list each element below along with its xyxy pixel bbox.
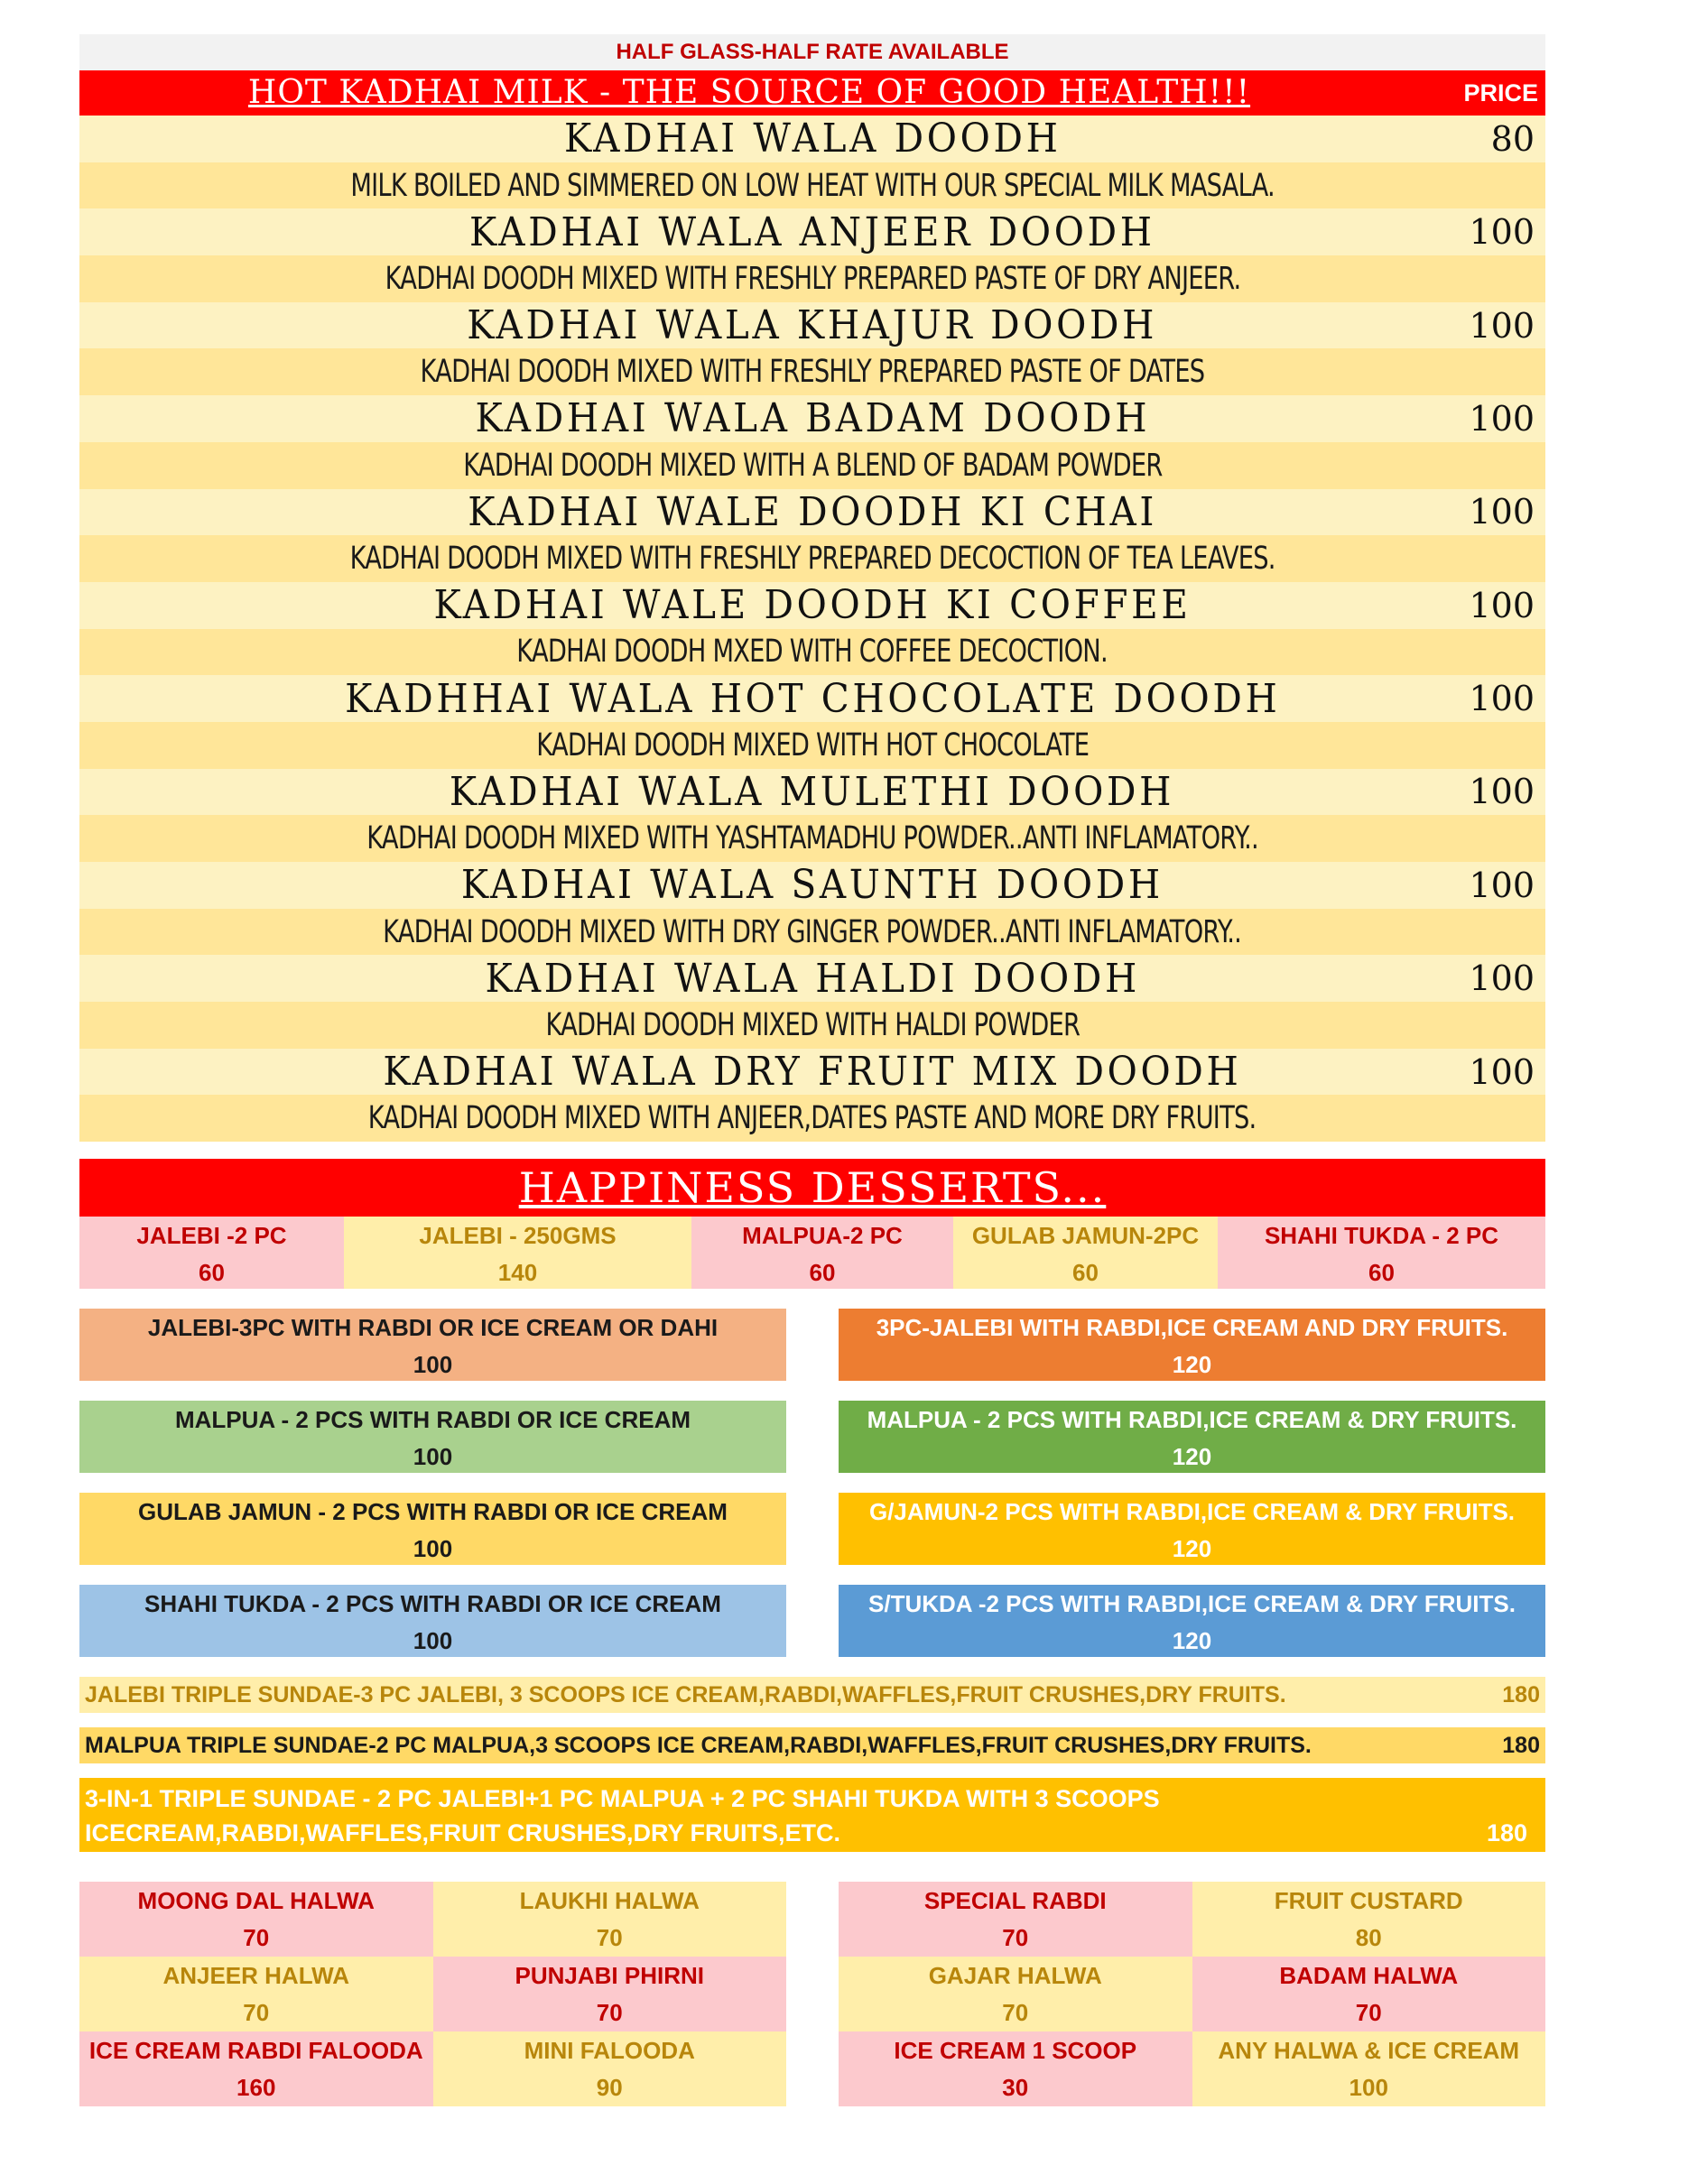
sweet-item (839, 1957, 1192, 2031)
combo-name: GULAB JAMUN - 2 PCS WITH RABDI OR ICE CREAM (138, 1498, 728, 1526)
sweet-name: SPECIAL RABDI (923, 1887, 1107, 1915)
combo-item-left (79, 1309, 786, 1381)
milk-item-price: 100 (1469, 398, 1535, 439)
combo-item-right (839, 1493, 1545, 1565)
sweet-item (839, 2031, 1192, 2106)
combo-name: MALPUA - 2 PCS WITH RABDI,ICE CREAM & DRY FRUITS. (867, 1406, 1517, 1434)
sweet-name: GAJAR HALWA (928, 1962, 1102, 1990)
sweet-price: 100 (1349, 2074, 1388, 2102)
milk-item-name: KADHAI WALA DRY FRUIT MIX DOODH (383, 1049, 1242, 1096)
milk-item-price: 100 (1469, 1051, 1535, 1092)
milk-item-name: KADHHAI WALA HOT CHOCOLATE DOODH (344, 675, 1281, 722)
milk-item-row (79, 582, 1545, 629)
combo-row (79, 1309, 1545, 1381)
milk-item-name: KADHAI WALA KHAJUR DOODH (467, 302, 1158, 349)
sweet-name: MINI FALOODA (524, 2037, 695, 2065)
milk-item-price: 100 (1469, 212, 1535, 253)
combo-name: G/JAMUN-2 PCS WITH RABDI,ICE CREAM & DRY FRUITS. (868, 1498, 1516, 1526)
milk-item-desc-row (79, 348, 1545, 395)
milk-item-desc-row (79, 255, 1545, 302)
sweet-price: 30 (1002, 2074, 1029, 2102)
milk-item-name: KADHAI WALA HALDI DOODH (485, 955, 1140, 1002)
single-dessert-price: 60 (199, 1259, 225, 1287)
single-dessert-name: JALEBI -2 PC (136, 1222, 287, 1250)
combo-name: 3PC-JALEBI WITH RABDI,ICE CREAM AND DRY FRUITS. (876, 1314, 1508, 1342)
milk-item-row (79, 395, 1545, 442)
sweet-item (79, 1957, 433, 2031)
hot-milk-header (79, 70, 1545, 116)
combo-name: JALEBI-3PC WITH RABDI OR ICE CREAM OR DAHI (147, 1314, 719, 1342)
combo-item-left (79, 1585, 786, 1657)
sweet-item (1192, 2031, 1546, 2106)
single-dessert-item (1218, 1217, 1545, 1289)
sweet-item (79, 1882, 433, 1957)
single-dessert-price: 140 (497, 1259, 538, 1287)
menu-page (79, 34, 1545, 2106)
milk-item-price: 100 (1469, 772, 1535, 812)
milk-item-name: KADHAI WALA ANJEER DOODH (469, 208, 1155, 255)
milk-item-description: KADHAI DOODH MIXED WITH FRESHLY PREPARED PASTE OF DATES (420, 354, 1205, 391)
milk-item-name: KADHAI WALE DOODH KI COFFEE (433, 582, 1192, 629)
sweet-price: 70 (243, 1924, 270, 1952)
combo-item-left (79, 1401, 786, 1473)
sweet-name: MOONG DAL HALWA (137, 1887, 375, 1915)
combo-item-left (79, 1493, 786, 1565)
combo-row (79, 1493, 1545, 1565)
milk-item-row (79, 302, 1545, 349)
milk-item-desc-row (79, 815, 1545, 862)
milk-item-name: KADHAI WALA DOODH (563, 116, 1062, 162)
sweet-name: ICE CREAM RABDI FALOODA (88, 2037, 423, 2065)
milk-item-description: KADHAI DOODH MIXED WITH DRY GINGER POWDER..ANTI INFLAMATORY.. (383, 913, 1242, 950)
milk-item-price: 100 (1469, 958, 1535, 999)
milk-item-row (79, 489, 1545, 536)
single-dessert-price: 60 (1368, 1259, 1395, 1287)
sweet-price: 160 (237, 2074, 276, 2102)
sundae-name: JALEBI TRIPLE SUNDAE-3 PC JALEBI, 3 SCOOPS ICE CREAM,RABDI,WAFFLES,FRUIT CRUSHES,DRY FRUITS. (85, 1682, 1286, 1708)
single-dessert-name: GULAB JAMUN-2PC (971, 1222, 1200, 1250)
dessert-combos (79, 1309, 1545, 1657)
sweet-price: 80 (1355, 1924, 1382, 1952)
sweet-price: 70 (1002, 1999, 1029, 2027)
combo-item-right (839, 1309, 1545, 1381)
sweet-item (839, 1882, 1192, 1957)
single-dessert-item (691, 1217, 953, 1289)
milk-item-desc-row (79, 162, 1545, 209)
sweets-left-block (79, 1882, 786, 2106)
sweet-price: 70 (1002, 1924, 1029, 1952)
combo-item-right (839, 1585, 1545, 1657)
single-dessert-name: SHAHI TUKDA - 2 PC (1264, 1222, 1499, 1250)
milk-item-row (79, 1049, 1545, 1096)
sweet-item (1192, 1957, 1546, 2031)
sweet-name: BADAM HALWA (1279, 1962, 1459, 1990)
milk-item-description: MILK BOILED AND SIMMERED ON LOW HEAT WITH OUR SPECIAL MILK MASALA. (350, 167, 1275, 204)
sundae-list (79, 1677, 1545, 1763)
sweet-price: 70 (596, 1999, 623, 2027)
sweets-right-block (839, 1882, 1545, 2106)
sweet-item (433, 2031, 787, 2106)
combo-price: 120 (1172, 1627, 1212, 1655)
triple-sundae-price: 180 (1486, 1819, 1527, 1847)
milk-item-price: 100 (1469, 585, 1535, 625)
combo-price: 100 (413, 1627, 453, 1655)
milk-item-description: KADHAI DOODH MIXED WITH A BLEND OF BADAM POWDER (462, 447, 1163, 484)
combo-price: 120 (1172, 1351, 1212, 1379)
milk-item-price: 100 (1469, 492, 1535, 532)
sweet-item (433, 1957, 787, 2031)
milk-item-name: KADHAI WALE DOODH KI CHAI (468, 488, 1157, 535)
milk-item-desc-row (79, 629, 1545, 676)
combo-row (79, 1401, 1545, 1473)
single-dessert-item (953, 1217, 1218, 1289)
sundae-name: MALPUA TRIPLE SUNDAE-2 PC MALPUA,3 SCOOPS ICE CREAM,RABDI,WAFFLES,FRUIT CRUSHES,DRY FRUITS. (85, 1733, 1312, 1759)
milk-item-description: KADHAI DOODH MIXED WITH FRESHLY PREPARED DECOCTION OF TEA LEAVES. (349, 541, 1275, 578)
triple-sundae-line2: ICECREAM,RABDI,WAFFLES,FRUIT CRUSHES,DRY FRUITS,ETC. (85, 1819, 841, 1847)
sweet-item (1192, 1882, 1546, 1957)
milk-item-price: 100 (1469, 305, 1535, 346)
single-dessert-item (344, 1217, 691, 1289)
milk-item-desc-row (79, 722, 1545, 769)
single-dessert-name: MALPUA-2 PC (742, 1222, 903, 1250)
sweet-price: 70 (243, 1999, 270, 2027)
sundae-item (79, 1677, 1545, 1713)
milk-item-row (79, 208, 1545, 255)
milk-item-price: 80 (1490, 118, 1535, 159)
milk-item-desc-row (79, 442, 1545, 489)
combo-row (79, 1585, 1545, 1657)
combo-price: 100 (413, 1351, 453, 1379)
single-desserts-row (79, 1217, 1545, 1289)
sweet-price: 90 (596, 2074, 623, 2102)
milk-item-price: 100 (1469, 679, 1535, 719)
milk-item-name: KADHAI WALA SAUNTH DOODH (460, 862, 1164, 909)
milk-item-desc-row (79, 1095, 1545, 1142)
milk-item-description: KADHAI DOODH MIXED WITH HALDI POWDER (545, 1006, 1080, 1043)
combo-name: SHAHI TUKDA - 2 PCS WITH RABDI OR ICE CREAM (144, 1590, 721, 1618)
milk-item-description: KADHAI DOODH MXED WITH COFFEE DECOCTION. (516, 634, 1108, 671)
milk-item-row (79, 769, 1545, 816)
milk-item-name: KADHAI WALA BADAM DOODH (475, 395, 1150, 442)
sweet-name: ANJEER HALWA (162, 1962, 350, 1990)
combo-price: 120 (1172, 1443, 1212, 1471)
milk-item-description: KADHAI DOODH MIXED WITH YASHTAMADHU POWDER..ANTI INFLAMATORY.. (366, 820, 1258, 857)
sundae-item (79, 1727, 1545, 1763)
milk-item-name: KADHAI WALA MULETHI DOODH (450, 768, 1175, 815)
milk-item-row (79, 955, 1545, 1002)
milk-item-desc-row (79, 535, 1545, 582)
sweet-item (79, 2031, 433, 2106)
milk-item-desc-row (79, 909, 1545, 956)
triple-sundae-line1: 3-IN-1 TRIPLE SUNDAE - 2 PC JALEBI+1 PC MALPUA + 2 PC SHAHI TUKDA WITH 3 SCOOPS (85, 1785, 1160, 1813)
milk-item-row (79, 116, 1545, 162)
combo-item-right (839, 1401, 1545, 1473)
sweet-name: PUNJABI PHIRNI (515, 1962, 704, 1990)
combo-price: 120 (1172, 1535, 1212, 1563)
desserts-title: HAPPINESS DESSERTS... (79, 1159, 1545, 1217)
triple-sundae-3in1 (79, 1778, 1545, 1852)
sundae-price: 180 (1502, 1682, 1540, 1708)
sweet-name: ANY HALWA & ICE CREAM (1218, 2037, 1520, 2065)
sweet-price: 70 (596, 1924, 623, 1952)
milk-item-row (79, 862, 1545, 909)
single-dessert-price: 60 (1072, 1259, 1099, 1287)
single-dessert-name: JALEBI - 250GMS (419, 1222, 617, 1250)
price-column-header: PRICE (1463, 79, 1538, 106)
sweet-item (433, 1882, 787, 1957)
sweet-name: LAUKHI HALWA (519, 1887, 700, 1915)
milk-item-desc-row (79, 1002, 1545, 1049)
half-rate-notice: HALF GLASS-HALF RATE AVAILABLE (79, 34, 1545, 70)
combo-name: MALPUA - 2 PCS WITH RABDI OR ICE CREAM (174, 1406, 691, 1434)
sweet-name: FRUIT CUSTARD (1274, 1887, 1463, 1915)
hot-milk-title: HOT KADHAI MILK - THE SOURCE OF GOOD HEALTH!!! (247, 74, 1251, 111)
milk-item-description: KADHAI DOODH MIXED WITH HOT CHOCOLATE (536, 726, 1089, 763)
single-dessert-item (79, 1217, 344, 1289)
sweets-section (79, 1882, 1545, 2106)
combo-price: 100 (413, 1443, 453, 1471)
sundae-price: 180 (1502, 1733, 1540, 1759)
sweet-price: 70 (1355, 1999, 1382, 2027)
combo-price: 100 (413, 1535, 453, 1563)
milk-item-description: KADHAI DOODH MIXED WITH FRESHLY PREPARED PASTE OF DRY ANJEER. (385, 260, 1240, 297)
sweet-name: ICE CREAM 1 SCOOP (894, 2037, 1137, 2065)
combo-name: S/TUKDA -2 PCS WITH RABDI,ICE CREAM & DRY FRUITS. (868, 1590, 1516, 1618)
single-dessert-price: 60 (809, 1259, 836, 1287)
milk-item-price: 100 (1469, 865, 1535, 905)
milk-item-row (79, 675, 1545, 722)
milk-item-description: KADHAI DOODH MIXED WITH ANJEER,DATES PASTE AND MORE DRY FRUITS. (368, 1100, 1257, 1137)
hot-milk-list (79, 116, 1545, 1142)
